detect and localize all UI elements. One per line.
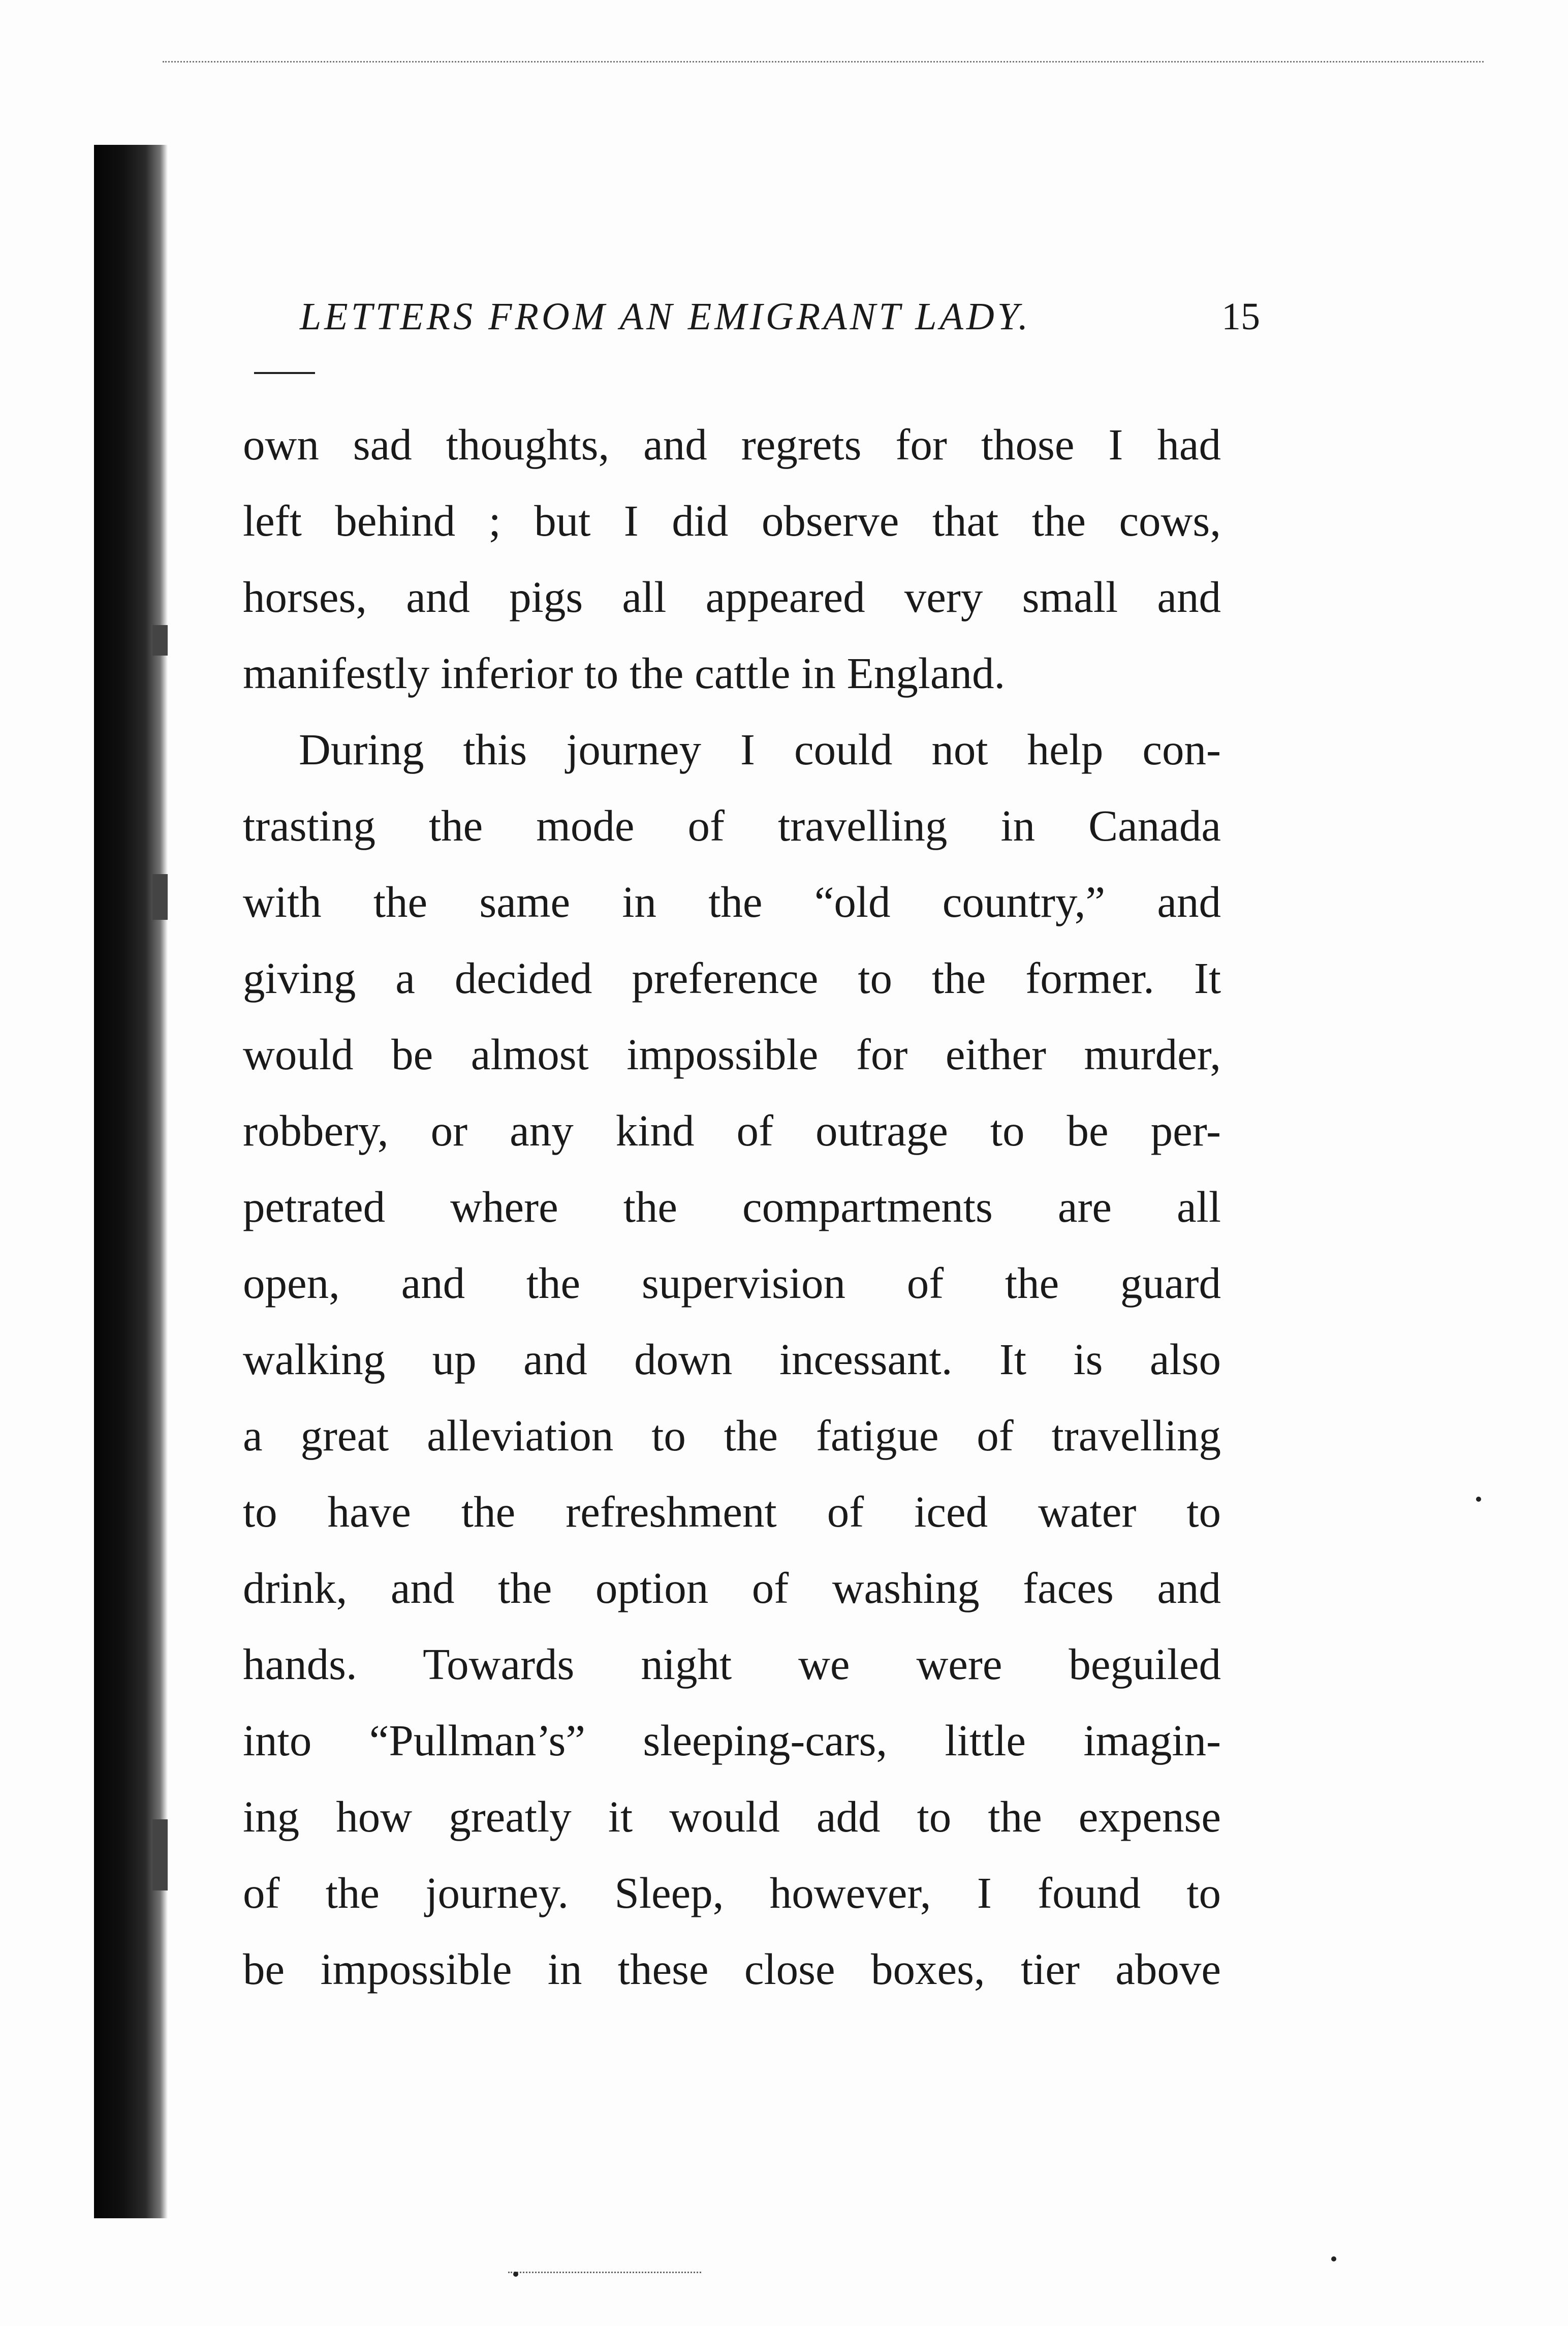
text-line: would be almost impossible for either murder, <box>243 1030 1221 1079</box>
running-head <box>300 295 1260 346</box>
text-line: to have the refreshment of iced water to <box>243 1487 1221 1536</box>
body-text <box>243 407 1221 2007</box>
text-line: into “Pullman’s” sleeping-cars, little imagin- <box>243 1716 1221 1765</box>
scan-top-edge <box>163 61 1484 63</box>
text-line: robbery, or any kind of outrage to be per- <box>243 1106 1221 1155</box>
scan-speck <box>1331 2256 1336 2261</box>
binding-speck <box>152 874 168 920</box>
text-line: open, and the supervision of the guard <box>243 1258 1221 1308</box>
text-line: manifestly inferior to the cattle in England. <box>243 648 1006 698</box>
text-line: horses, and pigs all appeared very small and <box>243 572 1221 622</box>
text-line: During this journey I could not help con- <box>299 725 1221 774</box>
scan-bottom-edge <box>508 2272 701 2273</box>
binding-speck <box>152 625 168 656</box>
binding-speck <box>152 1819 168 1890</box>
page-number: 15 <box>1221 295 1260 338</box>
text-line: trasting the mode of travelling in Canada <box>243 801 1221 850</box>
text-line: petrated where the compartments are all <box>243 1182 1221 1231</box>
text-line: with the same in the “old country,” and <box>243 877 1221 926</box>
head-rule <box>254 372 315 374</box>
text-line: hands. Towards night we were beguiled <box>243 1639 1221 1689</box>
running-head-title: LETTERS FROM AN EMIGRANT LADY. <box>300 295 1031 338</box>
text-line: ing how greatly it would add to the expense <box>243 1792 1221 1841</box>
text-line: of the journey. Sleep, however, I found to <box>243 1868 1221 1917</box>
text-line: giving a decided preference to the former. It <box>243 953 1221 1003</box>
text-line: left behind ; but I did observe that the cows, <box>243 496 1221 545</box>
text-line: own sad thoughts, and regrets for those I had <box>243 420 1221 469</box>
text-line: a great alleviation to the fatigue of travelling <box>243 1411 1221 1460</box>
text-line: drink, and the option of washing faces and <box>243 1563 1221 1612</box>
binding-shadow <box>94 145 168 2218</box>
scan-speck <box>513 2272 518 2277</box>
paragraph <box>243 711 1221 2007</box>
text-line: walking up and down incessant. It is also <box>243 1335 1221 1384</box>
paragraph <box>243 407 1221 711</box>
scan-speck <box>1476 1497 1481 1502</box>
text-line: be impossible in these close boxes, tier above <box>243 1944 1221 1994</box>
